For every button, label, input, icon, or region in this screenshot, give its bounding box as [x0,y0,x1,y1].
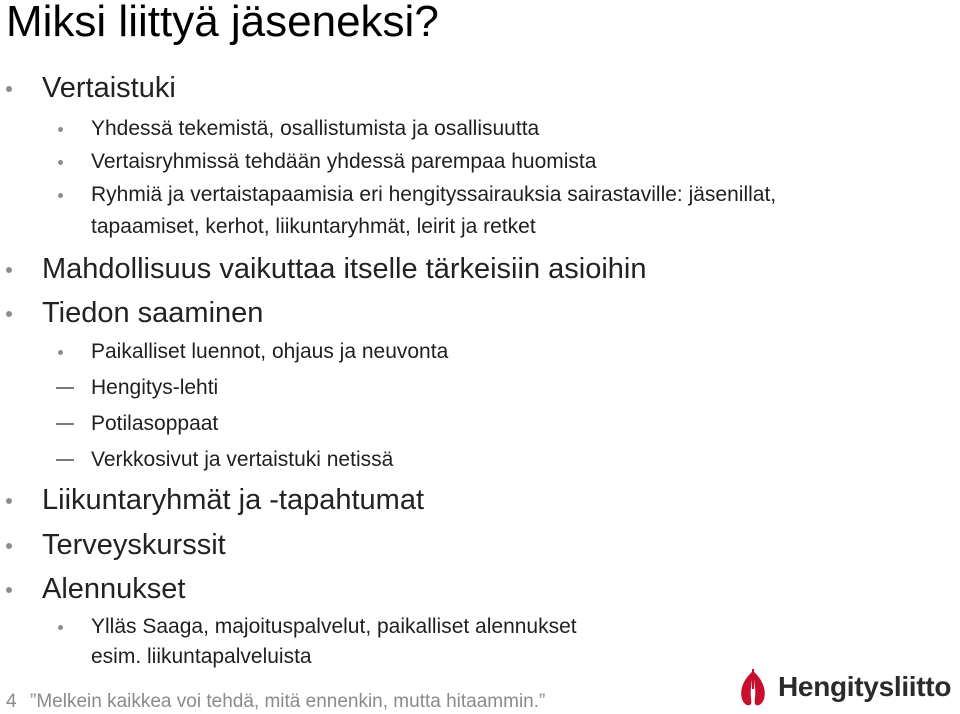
slide-footer [0,688,700,713]
sub-bullet-item: Vertaisryhmissä tehdään yhdessä parempaa huomista [91,150,597,173]
hengitysliitto-logo [734,668,960,710]
bullet-item: Tiedon saaminen [42,297,264,329]
slide-title: Miksi liittyä jäseneksi? [6,0,439,46]
sub-bullet-continuation: esim. liikuntapalveluista [91,645,312,668]
slide-number: 4 [6,691,17,712]
bullet-marker [6,543,12,549]
bullet-item: Terveyskurssit [42,529,226,561]
bullet-marker [6,267,12,273]
bullet-marker [58,350,63,355]
logo-text: Hengitysliitto [778,671,952,702]
bullet-marker [58,625,63,630]
dash-marker [56,459,74,461]
bullet-marker [6,311,12,317]
sub-bullet-item: Yhdessä tekemistä, osallistumista ja osallisuutta [91,117,540,140]
bullet-item: Vertaistuki [42,72,176,104]
bullet-marker [6,86,12,92]
bullet-marker [6,587,12,593]
bullet-item: Mahdollisuus vaikuttaa itselle tärkeisiin asioihin [42,253,647,285]
sub-bullet-item: Verkkosivut ja vertaistuki netissä [91,448,394,471]
sub-bullet-item: Ylläs Saaga, majoituspalvelut, paikalliset alennukset [91,615,577,638]
dash-marker [56,423,74,425]
bullet-marker [58,160,63,165]
sub-bullet-item: Potilasoppaat [91,412,219,435]
sub-bullet-continuation: tapaamiset, kerhot, liikuntaryhmät, leirit ja retket [91,215,536,238]
sub-bullet-item: Hengitys-lehti [91,376,219,399]
sub-bullet-item: Paikalliset luennot, ohjaus ja neuvonta [91,340,449,363]
bullet-marker [58,193,63,198]
footer-quote: ”Melkein kaikkea voi tehdä, mitä ennenkin, mutta hitaammin.” [30,691,546,712]
bullet-marker [58,127,63,132]
bullet-item: Alennukset [42,573,186,605]
sub-bullet-item: Ryhmiä ja vertaistapaamisia eri hengityssairauksia sairastaville: jäsenillat, [91,183,777,206]
bullet-marker [6,498,12,504]
dash-marker [56,387,74,389]
bullet-item: Liikuntaryhmät ja -tapahtumat [42,484,425,516]
hengitysliitto-logo-mark-icon [734,668,772,708]
